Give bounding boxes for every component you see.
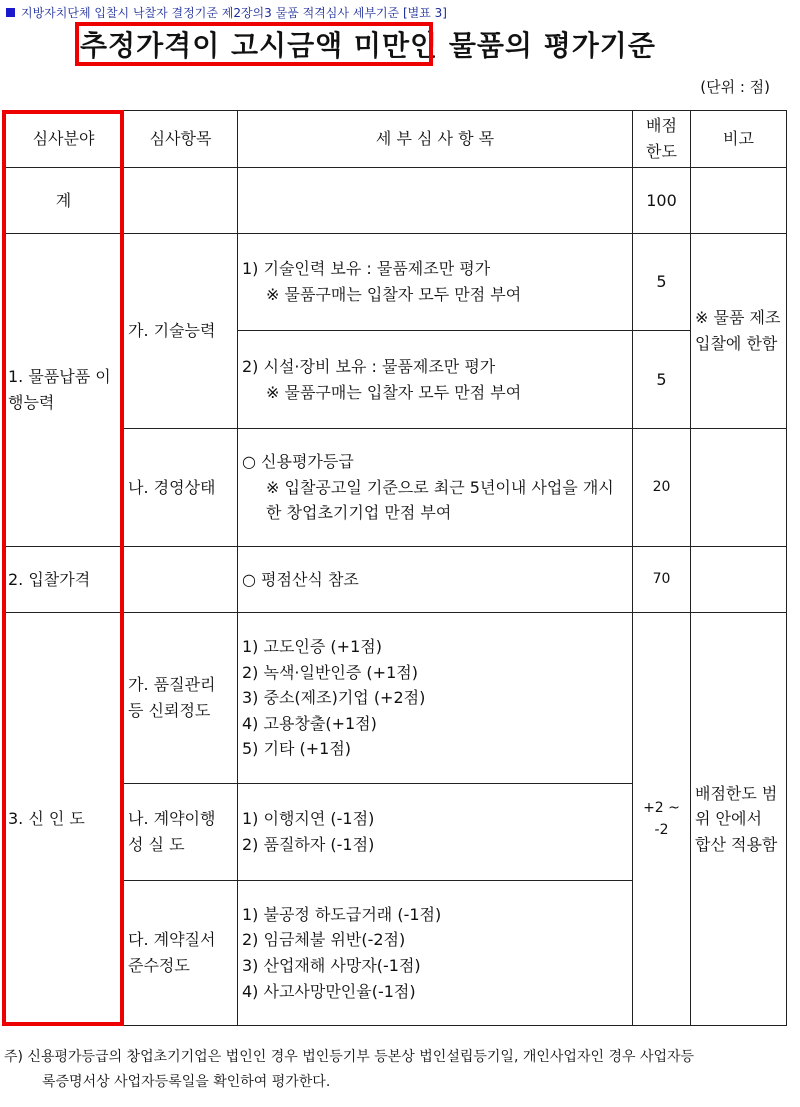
table-row: 1. 물품납품 이행능력 가. 기술능력 1) 기술인력 보유 : 물품제조만 평가 ※ 물품구매는 입찰자 모두 만점 부여 5 ※ 물품 제조 입찰에 한함 xyxy=(4,234,787,331)
header-line: 지방자치단체 입찰시 낙찰자 결정기준 제2장의3 물품 적격심사 세부기준 [별표 3] xyxy=(6,4,447,21)
col-score: 배점 한도 xyxy=(633,111,691,168)
column-highlight-box xyxy=(2,110,124,1026)
table-row: 2) 시설·장비 보유 : 물품제조만 평가 ※ 물품구매는 입찰자 모두 만점 부여 5 xyxy=(4,331,787,429)
footnote: 주) 신용평가등급의 창업초기기업은 법인인 경우 법인등기부 등본상 법인설립등기일, 개인사업자인 경우 사업자등 록증명서상 사업자등록일을 확인하여 평가한다. xyxy=(4,1049,695,1090)
list-item: 1) 불공정 하도급거래 (-1점) xyxy=(242,904,442,924)
list-item: 2) 품질하자 (-1점) xyxy=(242,835,375,854)
list xyxy=(238,613,633,784)
list xyxy=(238,881,633,1026)
list-item: 2) 임금체불 위반(-2점) xyxy=(242,930,406,950)
page-title: 추정가격이 고시금액 미만인 물품의 평가기준 xyxy=(80,29,656,62)
table-row: 2. 입찰가격 ○ 평점산식 참조 70 xyxy=(4,547,787,613)
unit-label: (단위 : 점) xyxy=(700,78,770,96)
col-area: 심사분야 xyxy=(4,111,124,168)
table-row: 다. 계약질서 준수정도 1) 불공정 하도급거래 (-1점) 2) 임금체불 위반(-2점) 3) 산업재해 사망자(-1점) 4) 사고사망만인율(-1점) xyxy=(4,881,787,1026)
table-row: 나. 경영상태 ○ 신용평가등급 ※ 입찰공고일 기준으로 최근 5년이내 사업을 개시한 창업초기기업 만점 부여 20 xyxy=(4,429,787,547)
list-item: 3) 산업재해 사망자(-1점) xyxy=(242,956,421,975)
list-item: 1) 고도인증 (+1점) xyxy=(242,637,382,657)
list xyxy=(238,784,633,881)
col-note: 비고 xyxy=(691,111,787,168)
list-item: 3) 중소(제조)기업 (+2점) xyxy=(242,688,426,708)
title-highlight-box xyxy=(75,22,433,66)
col-detail: 세 부 심 사 항 목 xyxy=(238,111,633,168)
list-item: 1) 이행지연 (-1점) xyxy=(242,809,375,829)
list-item: 4) 사고사망만인율(-1점) xyxy=(242,981,416,1001)
table-row: 나. 계약이행 성 실 도 1) 이행지연 (-1점) 2) 품질하자 (-1점) xyxy=(4,784,787,881)
list-item: 5) 기타 (+1점) xyxy=(242,739,352,759)
col-item: 심사항목 xyxy=(124,111,238,168)
table-row: 3. 신 인 도 가. 품질관리 등 신뢰정도 1) 고도인증 (+1점) 2) 녹색·일반인증 (+1점) 3) 중소(제조)기업 (+2점) 4) 고용창출(+1점) 5) 기타 (+1점) +2 ~ -2 배점한도 범위 안에서 합산 적용함 xyxy=(4,613,787,784)
total-row: 계 100 xyxy=(4,168,787,234)
list-item: 2) 녹색·일반인증 (+1점) xyxy=(242,662,418,682)
square-bullet-icon xyxy=(6,8,15,17)
list-item: 4) 고용창출(+1점) xyxy=(242,713,377,733)
